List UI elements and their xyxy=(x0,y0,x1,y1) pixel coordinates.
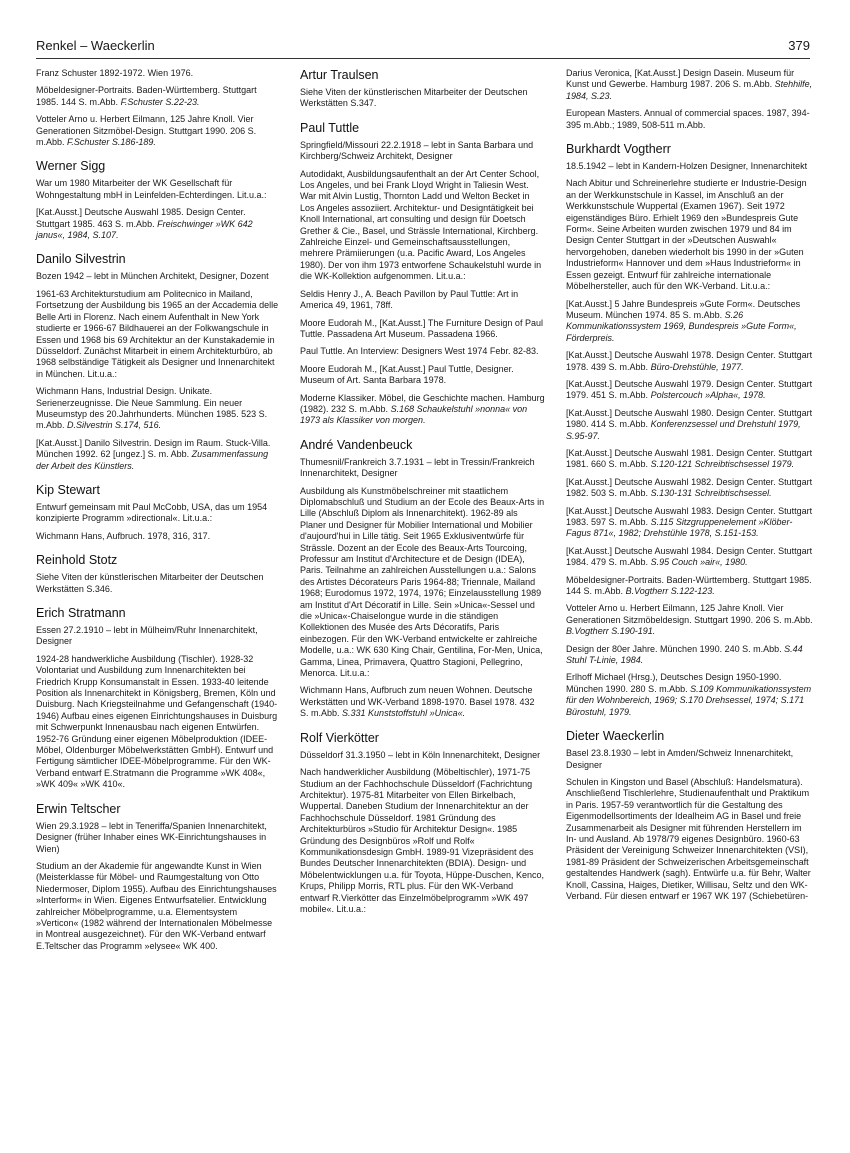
entry-paragraph xyxy=(566,477,814,500)
entry-paragraph xyxy=(300,750,545,761)
paragraph-italic: Zusammenfassung der Arbeit des Künstlers. xyxy=(36,449,269,471)
entry-paragraph xyxy=(36,625,281,648)
paragraph-italic: Büro-Drehstühle, 1977. xyxy=(650,361,744,372)
entry-paragraph xyxy=(566,161,814,172)
paragraph-italic: F.Schuster S.186-189. xyxy=(67,137,156,148)
entry-paragraph xyxy=(566,68,814,102)
paragraph-italic: S.331 Kunststoffstuhl »Unica«. xyxy=(342,708,466,719)
paragraph-text: Möbeldesigner-Portraits. Baden-Württemberg. Stuttgart 1985. 144 S. m.Abb. xyxy=(36,85,257,107)
paragraph-text: Moore Eudorah M., [Kat.Ausst.] Paul Tuttle, Designer. Museum of Art. Santa Barbara 1978. xyxy=(300,363,514,386)
paragraph-text: [Kat.Ausst.] Deutsche Auswahl 1984. Design Center. Stuttgart 1984. 479 S. m.Abb. xyxy=(566,545,813,568)
paragraph-text: Schulen in Kingston und Basel (Abschluß: Handelsmatura). Anschließend Tischlerlehre, Studienaufenthalt und Praktikum in Paris. 1957-59 verantwortlich für die Gestaltung des Eigenmodellsortiments der Idealheim AG in Basel und freie Zusammenarbeit als Designer mit führenden Herstellern im In- und Ausland. Ab 1978/79 eigenes Designbüro. 1960-63 Präsident der Vereinigung Schweizer Innenarchitekten (VSI), 1981-89 Präsident der Schweizerischen Arbeitsgemeinschaft gestaltendes Handwerk (sagh). Entwürfe u.a. für Behr, Walter Knoll, Cassina, Haiges, Dietiker, Willisau, Seltz und den WK-Verband. Für diesen entwarf er 1967 WK 197 (Schiebetüren- xyxy=(566,776,811,901)
entry-paragraph xyxy=(36,114,281,148)
paragraph-text: [Kat.Ausst.] Danilo Silvestrin. Design im Raum. Stuck-Villa. München 1992. 62 [ungez.] S. m. Abb. xyxy=(36,437,271,460)
entry-paragraph xyxy=(300,364,545,387)
paragraph-text: 18.5.1942 – lebt in Kandern-Holzen Designer, Innenarchitekt xyxy=(566,161,808,172)
paragraph-text: Springfield/Missouri 22.2.1918 – lebt in Santa Barbara und Kirchberg/Schweiz Architekt, Designer xyxy=(300,139,534,162)
paragraph-italic: S.109 Kommunikationssystem für den Wohnbereich, 1969; S.170 Drehsessel, 1974; S.171 Bürostuhl, 1979. xyxy=(566,683,812,717)
entry-name: Dieter Waeckerlin xyxy=(566,729,665,744)
paragraph-text: 1961-63 Architekturstudium am Politecnico in Mailand, Fortsetzung der Ausbildung bis 1965 an der Accademia delle Belle Arti in Florenz. Nach einem Aufenthalt in New York studierte er 1966-67 Bildhauerei an der Folkwangschule in Essen und 1968 bis 69 Architektur an der Kunstakademie in Düsseldorf. Zunächst Mitarbeit in einem Architekturbüro, ab 1968 selbständige Tätigkeit als Designer und Innenarchitekt in München. Lit.u.a.: xyxy=(36,288,279,379)
paragraph-text: Design der 80er Jahre. München 1990. 240 S. m.Abb. xyxy=(566,643,782,654)
entry-name: Reinhold Stotz xyxy=(36,553,118,568)
entry-name: Rolf Vierkötter xyxy=(300,730,379,745)
entry-paragraph xyxy=(300,767,545,915)
paragraph-text: Moderne Klassiker. Möbel, die Geschichte machen. Hamburg (1982). 232 S. m.Abb. xyxy=(300,392,545,414)
paragraph-italic: Konferenzsessel und Drehstuhl 1979, S.95-97. xyxy=(566,419,801,441)
paragraph-text: Seldis Henry J., A. Beach Pavillon by Paul Tuttle: Art in America 49, 1961, 78ff. xyxy=(300,288,519,311)
entry-paragraph xyxy=(566,603,814,637)
bio-entry xyxy=(36,159,281,241)
paragraph-text: Wien 29.3.1928 – lebt in Teneriffa/Spanien Innenarchitekt, Designer (früher Inhaber eines WK-Einrichtungshauses in Wien) xyxy=(36,820,267,854)
paragraph-text: Darius Veronica, [Kat.Ausst.] Design Dasein. Museum für Kunst und Gewerbe. Hamburg 1987. 206 S. m.Abb. xyxy=(566,68,795,90)
bio-entry xyxy=(36,553,281,595)
entry-paragraph xyxy=(566,506,814,540)
paragraph-text: Siehe Viten der künstlerischen Mitarbeiter der Deutschen Werkstätten S.347. xyxy=(300,87,528,109)
paragraph-italic: S.168 Schaukelstuhl »nonna« von 1973 als Klassiker von morgen. xyxy=(300,403,528,426)
page-number: 379 xyxy=(788,38,810,53)
paragraph-text: Basel 23.8.1930 – lebt in Amden/Schweiz Innenarchitekt, Designer xyxy=(566,748,794,770)
paragraph-text: [Kat.Ausst.] Deutsche Auswahl 1983. Design Center. Stuttgart 1983. 597 S. m.Abb. xyxy=(566,505,813,527)
entry-paragraph xyxy=(300,486,545,680)
paragraph-italic: S.26 Kommunikationssystem 1969, Bundespreis »Gute Form«, Förderpreis. xyxy=(566,309,797,343)
paragraph-text: Moore Eudorah M., [Kat.Ausst.] The Furniture Design of Paul Tuttle. Passadena Art Museum. Passadena 1966. xyxy=(300,317,543,339)
bio-entry xyxy=(36,68,281,148)
entry-paragraph xyxy=(566,299,814,345)
bio-entry xyxy=(566,142,814,718)
paragraph-italic: S.120-121 Schreibtischsessel 1979. xyxy=(650,459,795,470)
bio-entry xyxy=(300,121,545,427)
paragraph-italic: S.115 Sitzgruppenelement »Klöber-Fagus 871«, 1982; Drehstühle 1978, S.151-153. xyxy=(566,517,793,539)
entry-paragraph xyxy=(566,448,814,471)
paragraph-text: War um 1980 Mitarbeiter der WK Gesellschaft für Wohngestaltung mbH in Leinfelden-Echterdingen. Lit.u.a.: xyxy=(36,178,267,200)
paragraph-italic: S.95 Couch »air«, 1980. xyxy=(650,557,748,568)
entry-paragraph xyxy=(300,289,545,312)
entry-paragraph xyxy=(36,386,281,432)
paragraph-text: Votteler Arno u. Herbert Eilmann, 125 Jahre Knoll. Vier Generationen Sitzmöbeldesign. Stuttgart 1990. 206 S. m.Abb. xyxy=(566,603,813,625)
paragraph-text: Wichmann Hans, Aufbruch zum neuen Wohnen. Deutsche Werkstätten und WK-Verband 1898-1970. Basel 1978. 432 S. m.Abb. xyxy=(300,685,535,719)
paragraph-text: Autodidakt, Ausbildungsaufenthalt an der Art Center School, Los Angeles, und bei Frank Lloyd Wright in Taliesin West. War mit Alvin Lustig, Thornton Ladd und Welton Becket in Los Angeles assoziiert. Architektur- und Designtätigkeit bei Knoll International, art consulting und design für Doetsch Grether & Cie., Basel, und Strässle International, Kirchberg. Zahlreiche Einzel- und Gemeinschaftsausstellungen, mehrere Prämiierungen (u.a. Pacific Award, Los Angeles 1980). Der von ihm 1973 entworfene Schaukelstuhl wurde in die WK-Kollektion aufgenommen. Lit.u.a.: xyxy=(300,168,542,282)
entry-paragraph xyxy=(566,178,814,292)
paragraph-italic: S.130-131 Schreibtischsessel. xyxy=(650,488,772,499)
running-header: Renkel – Waeckerlin xyxy=(36,38,155,53)
entry-paragraph xyxy=(566,546,814,569)
paragraph-text: Erlhoff Michael (Hrsg.), Deutsches Design 1950-1990. München 1990. 280 S. m.Abb. xyxy=(566,672,782,694)
entry-paragraph xyxy=(36,861,281,952)
paragraph-italic: S.44 Stuhl T-Linie, 1984. xyxy=(566,643,803,666)
bio-entry xyxy=(36,483,281,542)
header-rule xyxy=(36,58,810,59)
entry-paragraph xyxy=(36,821,281,855)
bio-entry xyxy=(566,68,814,131)
entry-paragraph xyxy=(566,748,814,771)
entry-paragraph xyxy=(36,438,281,472)
paragraph-text: [Kat.Ausst.] Deutsche Auswahl 1979. Design Center. Stuttgart 1979. 451 S. m.Abb. xyxy=(566,378,813,401)
entry-paragraph xyxy=(566,672,814,718)
column-3 xyxy=(566,68,814,913)
entry-paragraph xyxy=(36,85,281,108)
paragraph-italic: B.Vogtherr S.190-191. xyxy=(566,626,656,637)
entry-paragraph xyxy=(566,575,814,598)
entry-name: Danilo Silvestrin xyxy=(36,252,126,267)
paragraph-text: Studium an der Akademie für angewandte Kunst in Wien (Meisterklasse für Möbel- und Raumgestaltung von Otto Niedermoser, Diplom 1955). Aufbau des Einrichtungshauses »Interform« in Wien. Eigenes Entwurfsatelier. Entwicklung zahlreicher Möbelprogramme, u.a. Elementsystem »Verticon« (1982 während der Internationalen Möbelmesse in Montreal ausgezeichnet). Für den WK-Verband entwarf E.Teltscher das Programm »elysee« WK 400. xyxy=(36,860,277,951)
paragraph-text: [Kat.Ausst.] Deutsche Auswahl 1981. Design Center. Stuttgart 1981. 660 S. m.Abb. xyxy=(566,447,813,470)
paragraph-text: Wichmann Hans, Aufbruch. 1978, 316, 317. xyxy=(36,530,211,541)
paragraph-italic: Stehhilfe, 1984, S.23. xyxy=(566,79,813,101)
paragraph-italic: B.Vogtherr S.122-123. xyxy=(625,586,715,597)
entry-paragraph xyxy=(566,644,814,667)
bio-entry xyxy=(300,68,545,110)
bio-entry xyxy=(300,731,545,916)
paragraph-text: Entwurf gemeinsam mit Paul McCobb, USA, das um 1954 konzipierte Programm »directional«. Lit.u.a.: xyxy=(36,501,268,524)
paragraph-text: [Kat.Ausst.] Deutsche Auswahl 1982. Design Center. Stuttgart 1982. 503 S. m.Abb. xyxy=(566,476,813,499)
entry-name: André Vandenbeuck xyxy=(300,437,413,452)
paragraph-text: 1924-28 handwerkliche Ausbildung (Tischler). 1928-32 Volontariat und Ausbildung zum Innenarchitekten bei Friedrich Krupp Konsumanstalt in Essen. 1933-40 leitende Position als Innenarchitekt in Königsberg, Bremen, Köln und Duisburg. Nach Kriegsteilnahme und Gefangenschaft (1940-1946) Aufbau eines eigenen Einrichtungshauses in Duisburg mit Schwerpunkt Innenausbau nach eigenen Entwürfen. 1952-76 Gründung einer eigenen Möbelproduktion (IDEE-Möbel, Oldenburger Möbelwerkstätten GmbH). Entwurf und Fertigung sämtlicher IDEE-Möbelprogramme. Für den WK-Verband entwarf E.Stratmann die Programme »WK 408«, »WK 409« »WK 410«. xyxy=(36,653,278,790)
paragraph-text: [Kat.Ausst.] Deutsche Auswahl 1980. Design Center. Stuttgart 1980. 414 S. m.Abb. xyxy=(566,407,813,430)
paragraph-text: Paul Tuttle. An Interview: Designers West 1974 Febr. 82-83. xyxy=(300,346,539,357)
entry-name: Erich Stratmann xyxy=(36,606,126,620)
paragraph-text: Ausbildung als Kunstmöbelschreiner mit staatlichem Diplomabschluß und Studium an der Ecole des Beaux-Arts in Lille (Abschluß Diplom als Innenarchitekt). 1962-89 als Planer und Designer für Mobilier International und Mobilier d'aujourd'hui in Lille tätig. Seit 1965 Exklusiventwürfe für Strässle. Dozent an der Ecole des Beaux-Arts Tourcoing, Professur am Institut d'Architecture et de Design (IDEA), Paris. Teilnahme an zahlreichen Ausstellungen u.a.: Salons des Artistes Décorateurs Paris 1964-88; Triennale, Mailand 1968; Eurodomus 1972, 1974, 1976; Einzelausstellung 1989 am Institut d'Art Décoratif in Lille. Sein »Unica«-Sessel und die »Unica«-Chaiselongue wurde in die ständigen Kollektionen des Musée des Arts Décoratifs, Paris einbezogen. Für den WK-Verband entwickelte er zahlreiche Modelle, u.a.: WK 630 King Chair, Gentilina, For-Men, Unica, Gamma, Linea, Primavera, Quattro Stagioni, Pellegrino, Menorca. Lit.u.a.: xyxy=(300,485,545,679)
paragraph-text: Siehe Viten der künstlerischen Mitarbeiter der Deutschen Werkstätten S.346. xyxy=(36,572,264,594)
bio-entry xyxy=(36,252,281,472)
entry-paragraph xyxy=(300,87,545,110)
entry-paragraph xyxy=(36,271,281,282)
paragraph-text: Wichmann Hans, Industrial Design. Unikate. Serienerzeugnisse. Die Neue Sammlung. Ein neuer Museumstyp des 20.Jahrhunderts. München 1985. 523 S. m.Abb. xyxy=(36,386,268,431)
entry-name: Werner Sigg xyxy=(36,159,106,174)
paragraph-italic: Freischwinger »WK 642 janus«, 1984, S.107. xyxy=(36,218,253,241)
entry-name: Erwin Teltscher xyxy=(36,801,121,816)
entry-paragraph xyxy=(300,169,545,283)
bio-entry xyxy=(36,606,281,791)
entry-paragraph xyxy=(300,685,545,719)
paragraph-text: Thumesnil/Frankreich 3.7.1931 – lebt in Tressin/Frankreich Innenarchitekt, Designer xyxy=(300,456,535,479)
paragraph-text: Düsseldorf 31.3.1950 – lebt in Köln Innenarchitekt, Designer xyxy=(300,749,541,760)
entry-paragraph xyxy=(36,289,281,380)
column-1 xyxy=(36,68,281,963)
bio-entry xyxy=(36,802,281,952)
entry-paragraph xyxy=(566,108,814,131)
entry-paragraph xyxy=(300,346,545,357)
paragraph-text: Bozen 1942 – lebt in München Architekt, Designer, Dozent xyxy=(36,271,269,282)
entry-paragraph xyxy=(566,777,814,902)
entry-name: Burkhardt Vogtherr xyxy=(566,142,671,157)
paragraph-italic: Polstercouch »Alpha«, 1978. xyxy=(650,390,766,401)
entry-paragraph xyxy=(36,178,281,201)
paragraph-italic: F.Schuster S.22-23. xyxy=(120,96,200,107)
entry-paragraph xyxy=(36,531,281,542)
paragraph-text: [Kat.Ausst.] Deutsche Auswahl 1985. Design Center. Stuttgart 1985. 463 S. m.Abb. xyxy=(36,207,246,229)
paragraph-text: Votteler Arno u. Herbert Eilmann, 125 Jahre Knoll. Vier Generationen Sitzmöbel-Design. Stuttgart 1990. 206 S. m.Abb. xyxy=(36,114,257,148)
entry-paragraph xyxy=(300,318,545,341)
entry-paragraph xyxy=(36,572,281,595)
entry-paragraph xyxy=(36,654,281,791)
paragraph-text: Nach handwerklicher Ausbildung (Möbeltischler), 1971-75 Studium an der Fachhochschule Düsseldorf (Fachrichtung Architektur). 1975-81 Mitarbeiter von Ellen Birkelbach, Wuppertal. Daneben Studium der Innenarchitektur an der Fachhochschule Düsseldorf. 1981 Gründung des Architekturbüros »Studio für Architektur Design«. 1985 Gründung des Designbüros »Rolf und Rolf« Kommunikationsdesign GmbH. 1989-91 Vizepräsident des Bundes Deutscher Innenarchitekten (BDIA). Design- und Möbelentwicklungen u.a. für Toyota, Hüppe-Duschen, Kenco, Krups, Philipp Morris, RTL plus. Für den WK-Verband entwarf R.Vierkötter das Einzelmöbelprogramm »WK 497 mobile«. Lit.u.a.: xyxy=(300,767,544,914)
bio-entry xyxy=(300,438,545,720)
entry-paragraph xyxy=(300,393,545,427)
paragraph-text: [Kat.Ausst.] 5 Jahre Bundespreis »Gute Form«. Deutsches Museum. München 1974. 85 S. m.Abb. xyxy=(566,298,801,320)
entry-paragraph xyxy=(36,502,281,525)
entry-paragraph xyxy=(36,207,281,241)
paragraph-text: Essen 27.2.1910 – lebt in Mülheim/Ruhr Innenarchitekt, Designer xyxy=(36,625,258,647)
entry-paragraph xyxy=(300,457,545,480)
entry-paragraph xyxy=(300,140,545,163)
paragraph-text: Franz Schuster 1892-1972. Wien 1976. xyxy=(36,68,194,78)
paragraph-text: Möbeldesigner-Portraits. Baden-Württemberg. Stuttgart 1985. 144 S. m.Abb. xyxy=(566,574,812,597)
paragraph-text: [Kat.Ausst.] Deutsche Auswahl 1978. Design Center. Stuttgart 1978. 439 S. m.Abb. xyxy=(566,350,813,372)
paragraph-italic: D.Silvestrin S.174, 516. xyxy=(67,420,162,431)
paragraph-text: Nach Abitur und Schreinerlehre studierte er Industrie-Design an der Werkkunstschule in Kassel, im Anschluß an der Werkkunstschule Wuppertal (Examen 1967). Seit 1972 eigenständiges Büro. Erhielt 1969 den »Bundespreis Gute Form«. Seine Arbeiten wurden zwischen 1979 und 84 im Design Center Stuttgart in der »Deutschen Auswahl« hervorgehoben, daneben wiederholt bis 1990 in der »Guten Industrieform« Hannover und dem »Haus Industrieform« in Essen gezeigt. Entwurf für zahlreiche internationale Möbelhersteller, auch für den WK-Verband. Lit.u.a.: xyxy=(566,178,807,292)
entry-name: Kip Stewart xyxy=(36,482,100,497)
entry-name: Artur Traulsen xyxy=(300,68,379,82)
entry-name: Paul Tuttle xyxy=(300,120,360,135)
bio-entry xyxy=(566,729,814,902)
column-2 xyxy=(300,68,545,926)
entry-paragraph xyxy=(566,408,814,442)
entry-paragraph xyxy=(36,68,281,79)
entry-paragraph xyxy=(566,350,814,373)
paragraph-text: European Masters. Annual of commercial spaces. 1987, 394-395 m.Abb.; 1989, 508-511 m.Abb. xyxy=(566,108,810,130)
entry-paragraph xyxy=(566,379,814,402)
